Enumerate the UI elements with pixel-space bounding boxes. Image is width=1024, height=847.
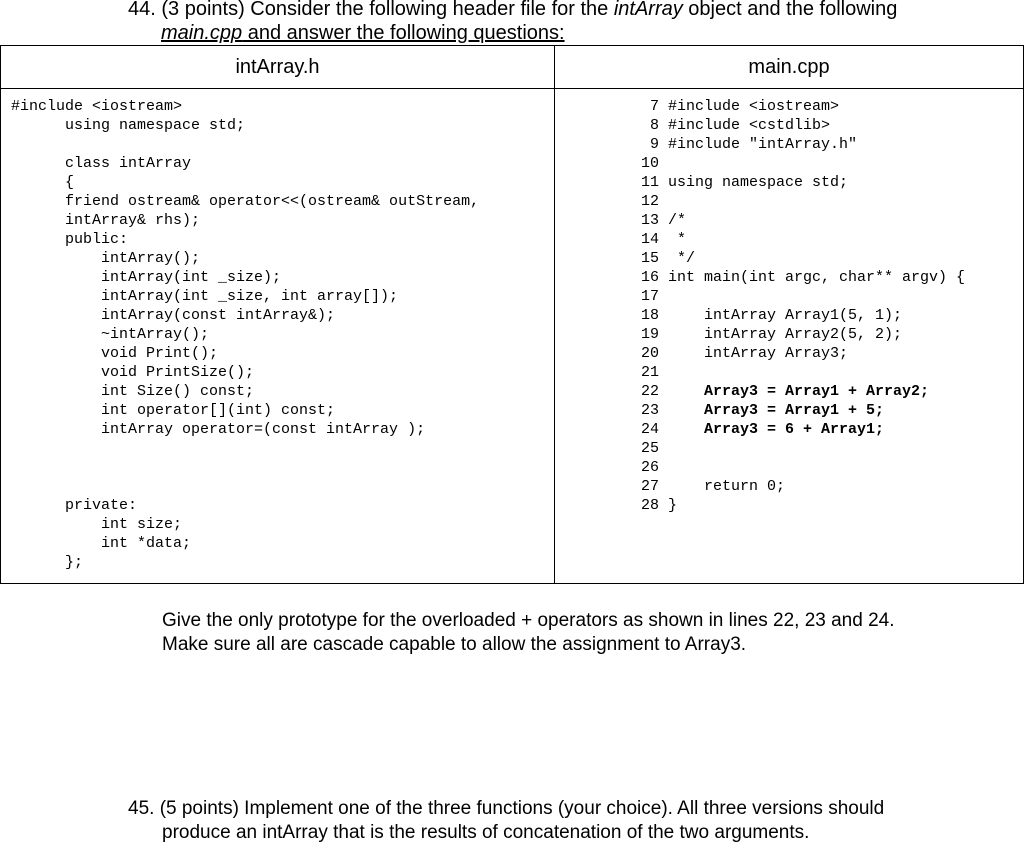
q44-prefix: 44. (3 points) Consider the following header file for the xyxy=(128,0,614,20)
code-line: intArray(); xyxy=(11,250,201,267)
question-44-title xyxy=(128,0,897,45)
intarray-h-code xyxy=(1,89,554,572)
code-line: 18 intArray Array1(5, 1); xyxy=(641,307,903,324)
code-line: 16 int main(int argc, char** argv) { xyxy=(641,269,966,286)
header-intarray-h: intArray.h xyxy=(1,46,555,89)
code-table-body-row xyxy=(1,89,1024,584)
code-line: ~intArray(); xyxy=(11,326,210,343)
code-line: intArray(int _size, int array[]); xyxy=(11,288,399,305)
code-line: public: xyxy=(11,231,129,248)
code-line: using namespace std; xyxy=(11,117,246,134)
code-line: int operator[](int) const; xyxy=(11,402,336,419)
code-line: 14 * xyxy=(641,231,687,248)
code-line: }; xyxy=(11,554,84,571)
q44-after-main: and answer the following questions: xyxy=(242,22,565,44)
code-line: 8 #include <cstdlib> xyxy=(641,117,831,134)
code-table xyxy=(0,45,1024,584)
q44-main-file: main.cpp xyxy=(161,22,243,44)
code-line xyxy=(11,477,554,496)
q44-object-name: intArray xyxy=(613,0,683,20)
q45-line2: produce an intArray that is the results of concatenation of the two arguments. xyxy=(162,822,810,843)
q44-after-object: object and the following xyxy=(682,0,898,20)
code-line: 9 #include "intArray.h" xyxy=(641,136,858,153)
code-line: 23 Array3 = Array1 + 5; xyxy=(641,402,885,419)
question-44-prompt xyxy=(162,609,895,657)
code-line: class intArray xyxy=(11,155,192,172)
q44-prompt-line1: Give the only prototype for the overloaded + operators as shown in lines 22, 23 and 24. xyxy=(162,610,895,631)
code-line: 13 /* xyxy=(641,212,687,229)
code-line: 20 intArray Array3; xyxy=(641,345,849,362)
code-line: 7 #include <iostream> xyxy=(641,98,840,115)
code-line: { xyxy=(11,174,75,191)
code-line: intArray& rhs); xyxy=(11,212,201,229)
code-line: private: xyxy=(11,497,138,514)
code-line: 21 xyxy=(641,364,660,381)
code-line xyxy=(11,439,554,458)
q45-line1: 45. (5 points) Implement one of the three functions (your choice). All three versions should xyxy=(128,798,885,819)
code-line: 26 xyxy=(641,459,660,476)
code-line: 27 return 0; xyxy=(641,478,786,495)
code-line: #include <iostream> xyxy=(11,98,183,115)
code-line: 28 } xyxy=(641,497,678,514)
code-line: void Print(); xyxy=(11,345,219,362)
q44-second-line xyxy=(128,21,897,45)
code-line: 25 xyxy=(641,440,660,457)
code-line: int size; xyxy=(11,516,183,533)
main-cpp-code xyxy=(555,89,1023,515)
code-line: 15 */ xyxy=(641,250,696,267)
code-line: intArray(int _size); xyxy=(11,269,282,286)
header-main-cpp: main.cpp xyxy=(555,46,1024,89)
code-line xyxy=(11,458,554,477)
code-line: void PrintSize(); xyxy=(11,364,255,381)
q44-prompt-line2: Make sure all are cascade capable to allow the assignment to Array3. xyxy=(162,634,747,655)
code-line: int Size() const; xyxy=(11,383,255,400)
intarray-h-cell xyxy=(1,89,555,584)
code-line xyxy=(11,135,554,154)
code-line: 17 xyxy=(641,288,660,305)
code-line: friend ostream& operator<<(ostream& outStream, xyxy=(11,193,480,210)
code-line: 11 using namespace std; xyxy=(641,174,849,191)
code-line: intArray operator=(const intArray ); xyxy=(11,421,426,438)
main-cpp-cell xyxy=(555,89,1024,584)
code-line: 22 Array3 = Array1 + Array2; xyxy=(641,383,930,400)
code-line: 10 xyxy=(641,155,660,172)
code-table-header-row xyxy=(1,46,1024,89)
question-45 xyxy=(128,797,884,845)
code-line: 12 xyxy=(641,193,660,210)
code-line: int *data; xyxy=(11,535,192,552)
code-line: 19 intArray Array2(5, 2); xyxy=(641,326,903,343)
code-line: intArray(const intArray&); xyxy=(11,307,336,324)
code-line: 24 Array3 = 6 + Array1; xyxy=(641,421,885,438)
